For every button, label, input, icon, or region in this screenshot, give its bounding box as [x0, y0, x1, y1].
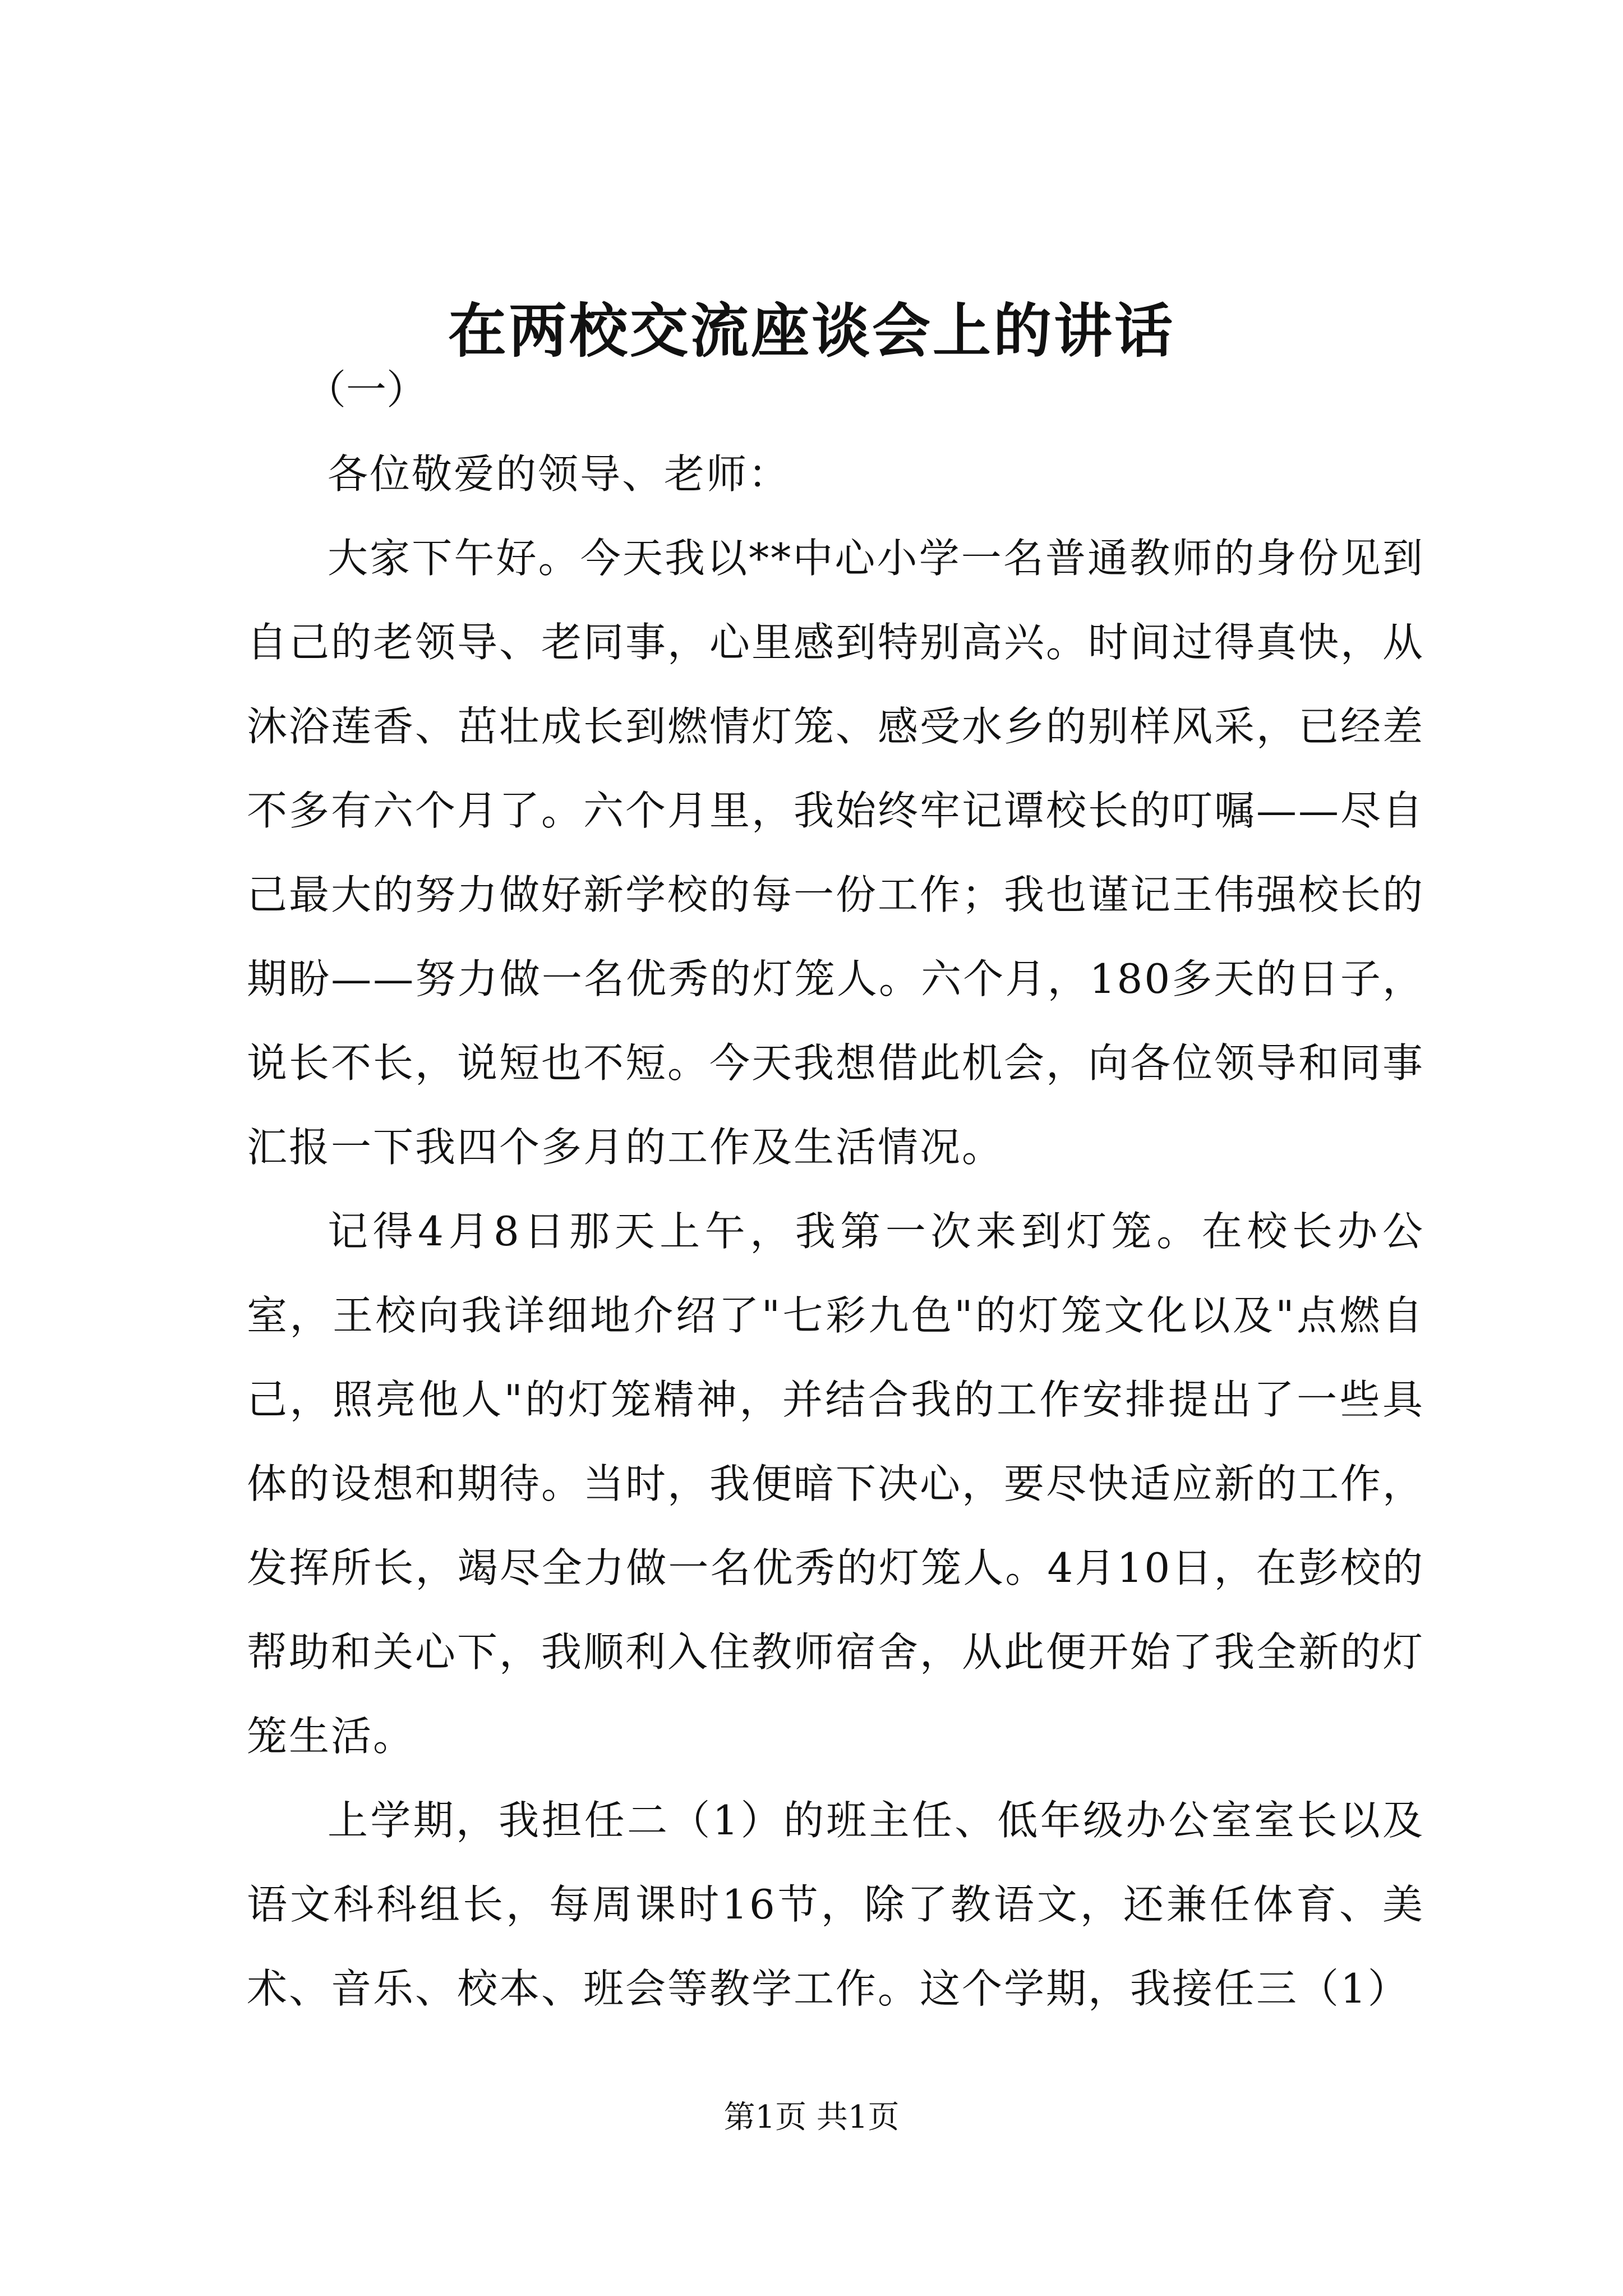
paragraph: 大家下午好。今天我以**中心小学一名普通教师的身份见到自己的老领导、老同事，心里感到特别高兴。时间过得真快，从沐浴莲香、茁壮成长到燃情灯笼、感受水乡的别样风采，已经差不多有六个月了。六个月里，我始终牢记谭校长的叮嘱——尽自己最大的努力做好新学校的每一份工作；我也谨记王伟强校长的期盼——努力做一名优秀的灯笼人。六个月，180多天的日子，说长不长，说短也不短。今天我想借此机会，向各位领导和同事汇报一下我四个多月的工作及生活情况。	[247, 535, 1425, 1171]
document-title: 在两校交流座谈会上的讲话	[448, 296, 1175, 365]
paragraph: 记得4月8日那天上午，我第一次来到灯笼。在校长办公室，王校向我详细地介绍了"七彩九色"的灯笼文化以及"点燃自己，照亮他人"的灯笼精神，并结合我的工作安排提出了一些具体的设想和期待。当时，我便暗下决心，要尽快适应新的工作，发挥所长，竭尽全力做一名优秀的灯笼人。4月10日，在彭校的帮助和关心下，我顺利入住教师宿舍，从此便开始了我全新的灯笼生活。	[247, 1208, 1425, 1760]
paragraph: 上学期，我担任二（1）的班主任、低年级办公室室长以及语文科科组长，每周课时16节，除了教语文，还兼任体育、美术、音乐、校本、班会等教学工作。这个学期，我接任三（1）	[247, 1797, 1424, 2012]
section-label: （一）	[306, 366, 427, 413]
page-footer: 第1页 共1页	[723, 2099, 900, 2136]
salutation: 各位敬爱的领导、老师：	[328, 450, 791, 498]
document-body	[247, 432, 1424, 2031]
